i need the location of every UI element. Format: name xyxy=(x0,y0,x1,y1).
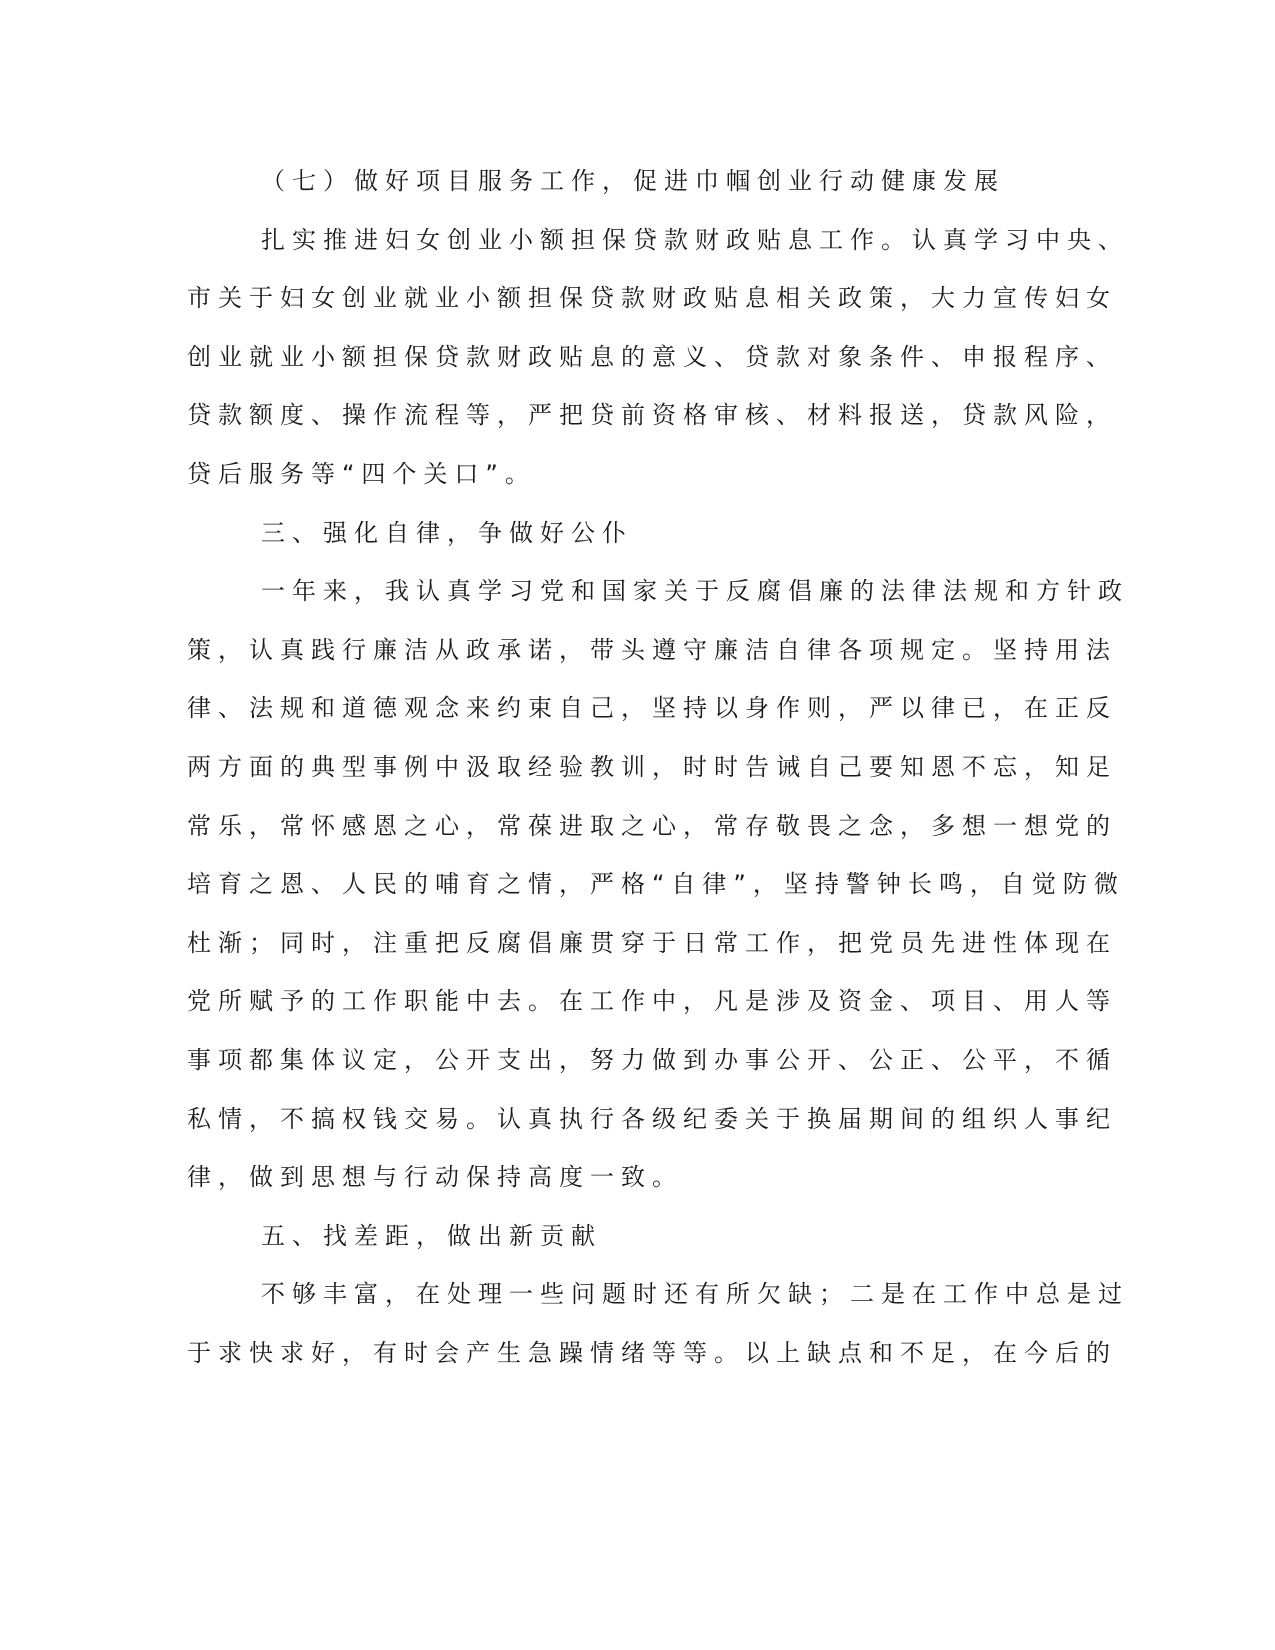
paragraph-line: 策，认真践行廉洁从政承诺，带头遵守廉洁自律各项规定。坚持用法 xyxy=(187,635,1117,664)
paragraph-line: 贷后服务等“四个关口”。 xyxy=(187,459,536,488)
paragraph-line: 市关于妇女创业就业小额担保贷款财政贴息相关政策，大力宣传妇女 xyxy=(187,284,1117,313)
paragraph-line: 创业就业小额担保贷款财政贴息的意义、贷款对象条件、申报程序、 xyxy=(187,342,1117,371)
paragraph-line: 于求快求好，有时会产生急躁情绪等等。以上缺点和不足，在今后的 xyxy=(187,1338,1117,1367)
section-heading-7: （七）做好项目服务工作，促进巾帼创业行动健康发展 xyxy=(261,167,1005,195)
paragraph-line: 党所赋予的工作职能中去。在工作中，凡是涉及资金、项目、用人等 xyxy=(187,987,1117,1016)
paragraph-line: 两方面的典型事例中汲取经验教训，时时告诫自己要知恩不忘，知足 xyxy=(187,752,1117,781)
paragraph-line: 贷款额度、操作流程等，严把贷前资格审核、材料报送，贷款风险， xyxy=(187,401,1117,430)
document-body xyxy=(187,152,1129,1382)
section-heading-5: 五、找差距，做出新贡献 xyxy=(261,1221,602,1250)
paragraph-line: 杜渐；同时，注重把反腐倡廉贯穿于日常工作，把党员先进性体现在 xyxy=(187,928,1117,957)
section-heading-3: 三、强化自律，争做好公仆 xyxy=(261,518,633,547)
paragraph-line: 常乐，常怀感恩之心，常葆进取之心，常存敬畏之念，多想一想党的 xyxy=(187,811,1117,840)
paragraph-line: 扎实推进妇女创业小额担保贷款财政贴息工作。认真学习中央、 xyxy=(261,225,1129,254)
paragraph-line: 律，做到思想与行动保持高度一致。 xyxy=(187,1163,683,1192)
paragraph-line: 私情，不搞权钱交易。认真执行各级纪委关于换届期间的组织人事纪 xyxy=(187,1104,1117,1133)
paragraph-line: 不够丰富，在处理一些问题时还有所欠缺；二是在工作中总是过 xyxy=(261,1280,1129,1309)
paragraph-line: 培育之恩、人民的哺育之情，严格“自律”，坚持警钟长鸣，自觉防微 xyxy=(187,870,1125,899)
paragraph-line: 一年来，我认真学习党和国家关于反腐倡廉的法律法规和方针政 xyxy=(261,577,1129,606)
paragraph-line: 事项都集体议定，公开支出，努力做到办事公开、公正、公平，不循 xyxy=(187,1045,1117,1074)
paragraph-line: 律、法规和道德观念来约束自己，坚持以身作则，严以律已，在正反 xyxy=(187,694,1117,723)
